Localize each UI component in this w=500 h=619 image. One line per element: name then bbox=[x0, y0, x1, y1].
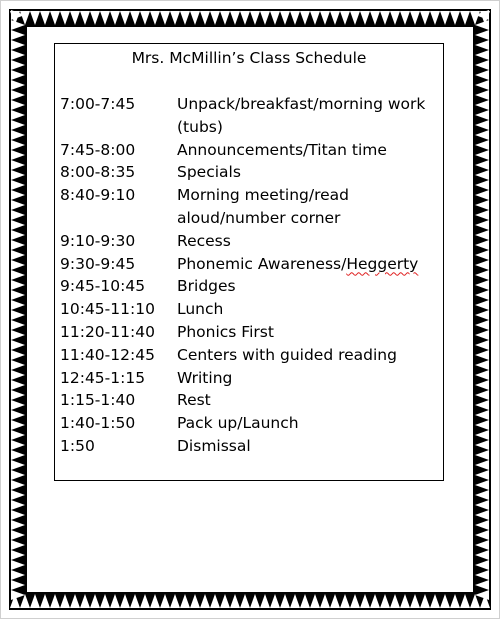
schedule-row bbox=[60, 253, 440, 276]
row-activity: Dismissal bbox=[177, 436, 251, 455]
row-activity: Bridges bbox=[177, 277, 236, 296]
row-activity: Announcements/Titan time bbox=[177, 140, 387, 159]
row-time: 11:20-11:40 bbox=[60, 322, 155, 341]
row-activity-text: Phonemic Awareness/ bbox=[177, 254, 347, 273]
schedule-row bbox=[60, 93, 440, 139]
schedule-row bbox=[60, 161, 440, 184]
schedule-row bbox=[60, 367, 440, 390]
schedule-row bbox=[60, 321, 440, 344]
schedule-row bbox=[60, 412, 440, 435]
row-time: 1:50 bbox=[60, 436, 95, 455]
row-time: 7:45-8:00 bbox=[60, 140, 136, 159]
schedule-row bbox=[60, 184, 440, 230]
schedule-row bbox=[60, 435, 440, 458]
row-activity bbox=[177, 253, 435, 276]
row-time: 1:40-1:50 bbox=[60, 414, 136, 433]
row-time: 7:00-7:45 bbox=[60, 95, 136, 113]
row-activity: Rest bbox=[177, 391, 211, 410]
spellcheck-flagged-word[interactable]: Heggerty bbox=[346, 254, 419, 273]
schedule-row bbox=[60, 389, 440, 412]
row-time: 8:40-9:10 bbox=[60, 186, 136, 205]
row-activity: Pack up/Launch bbox=[177, 414, 299, 433]
row-activity: Unpack/breakfast/morning work (tubs) bbox=[177, 95, 426, 136]
schedule-row bbox=[60, 344, 440, 367]
row-activity: Writing bbox=[177, 368, 233, 387]
schedule-row bbox=[60, 298, 440, 321]
schedule-list bbox=[60, 93, 440, 458]
row-time: 8:00-8:35 bbox=[60, 163, 136, 182]
row-activity: Specials bbox=[177, 163, 241, 182]
schedule-row bbox=[60, 139, 440, 162]
row-time: 9:10-9:30 bbox=[60, 231, 136, 250]
row-activity: Recess bbox=[177, 231, 231, 250]
row-activity: Centers with guided reading bbox=[177, 345, 397, 364]
row-activity: Phonics First bbox=[177, 322, 274, 341]
schedule-title: Mrs. McMillin’s Class Schedule bbox=[131, 49, 367, 67]
row-time: 10:45-11:10 bbox=[60, 300, 155, 319]
row-time: 12:45-1:15 bbox=[60, 368, 146, 387]
schedule-box bbox=[54, 43, 444, 481]
row-time: 9:30-9:45 bbox=[60, 254, 136, 273]
row-activity: Morning meeting/read aloud/number corner bbox=[177, 186, 350, 227]
row-time: 9:45-10:45 bbox=[60, 277, 146, 296]
row-activity: Lunch bbox=[177, 300, 224, 319]
schedule-row bbox=[60, 230, 440, 253]
schedule-row bbox=[60, 275, 440, 298]
row-time: 11:40-12:45 bbox=[60, 345, 155, 364]
row-time: 1:15-1:40 bbox=[60, 391, 136, 410]
